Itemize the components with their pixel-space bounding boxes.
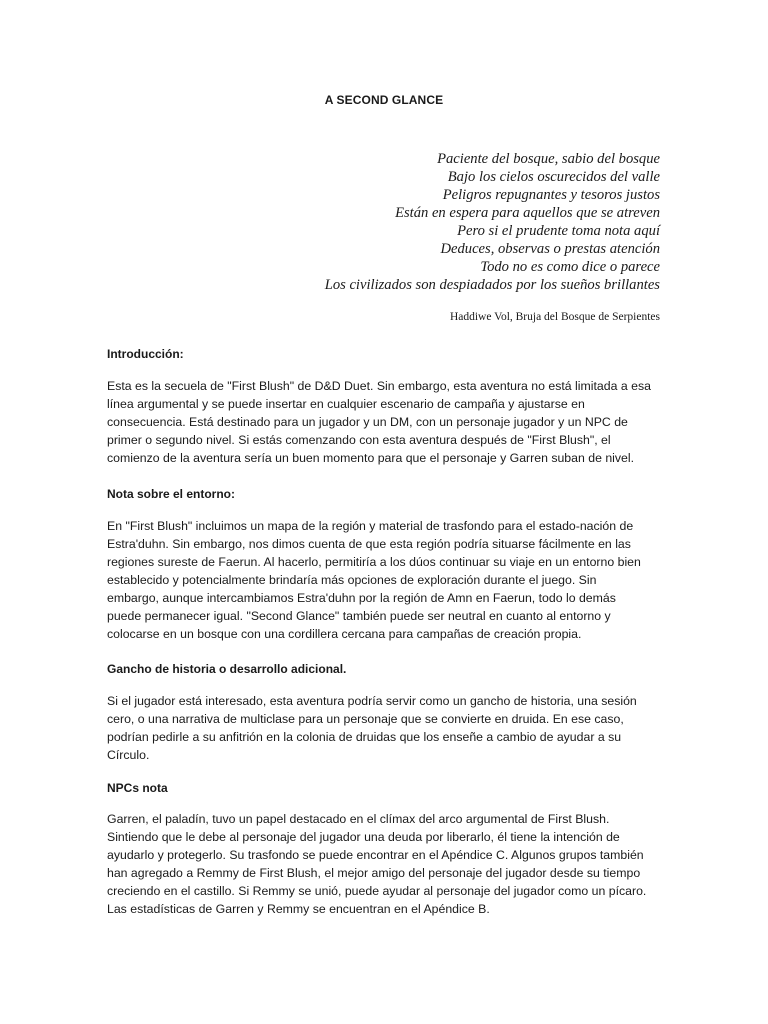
section-paragraph-gancho-historia [107, 692, 667, 764]
poem-attribution: Haddiwe Vol, Bruja del Bosque de Serpientes [449, 311, 660, 323]
section-paragraph-introduccion [107, 377, 667, 467]
poem-line: Los civilizados son despiadados por los sueños brillantes [324, 277, 660, 293]
section-heading-introduccion: Introducción: [107, 347, 184, 361]
poem-line: Bajo los cielos oscurecidos del valle [447, 169, 660, 185]
paragraph-line: podrían pedirle a su anfitrión en la colonia de druidas que los enseñe a cambio de ayudar a su [107, 730, 622, 744]
paragraph-line: comienzo de la aventura sería un buen momento para que el personaje y Garren suban de nivel. [107, 451, 635, 465]
paragraph-line: Estra'duhn. Sin embargo, nos dimos cuenta de que esta región podría situarse fácilmente en las [107, 537, 631, 551]
paragraph-line: colocarse en un bosque con una cordillera cercana para campañas de creación propia. [107, 627, 582, 641]
poem-line: Están en espera para aquellos que se atreven [395, 205, 660, 221]
paragraph-line: Círculo. [107, 748, 150, 762]
paragraph-line: línea argumental y se puede insertar en cualquier escenario de campaña y ajustarse en [107, 397, 585, 411]
section-heading-nota-entorno: Nota sobre el entorno: [107, 487, 236, 501]
paragraph-line: creciendo en el castillo. Si Remmy se unió, puede ayudar al personaje del jugador como un pícaro. [107, 884, 647, 898]
epigraph-poem [325, 150, 660, 294]
section-heading-npcs-nota: NPCs nota [107, 781, 168, 795]
paragraph-line: embargo, aunque intercambiamos Estra'duhn por la región de Amn en Faerun, todo lo demás [107, 591, 616, 605]
paragraph-line: primer o segundo nivel. Si estás comenzando con esta aventura después de "First Blush", el [107, 433, 611, 447]
paragraph-line: ayudarlo y protegerlo. Su trasfondo se puede encontrar en el Apéndice C. Algunos grupos también [107, 848, 644, 862]
paragraph-line: cero, o una narrativa de multiclase para un personaje que se convierte en druida. En ese caso, [107, 712, 624, 726]
paragraph-line: puede permanecer igual. "Second Glance" también puede ser neutral en cuanto al entorno y [107, 609, 611, 623]
poem-line: Paciente del bosque, sabio del bosque [437, 151, 660, 167]
section-paragraph-nota-entorno [107, 517, 667, 643]
poem-line: Peligros repugnantes y tesoros justos [442, 187, 660, 203]
paragraph-line: Las estadísticas de Garren y Remmy se encuentran en el Apéndice B. [107, 902, 490, 916]
paragraph-line: Si el jugador está interesado, esta aventura podría servir como un gancho de historia, una sesión [107, 694, 637, 708]
paragraph-line: establecido y potencialmente brindaría más opciones de exploración durante el juego. Sin [107, 573, 597, 587]
paragraph-line: consecuencia. Está destinado para un jugador y un DM, con un personaje jugador y un NPC de [107, 415, 628, 429]
document-title: A SECOND GLANCE [324, 93, 444, 107]
paragraph-line: Garren, el paladín, tuvo un papel destacado en el clímax del arco argumental de First Blush. [107, 812, 610, 826]
poem-line: Deduces, observas o prestas atención [440, 241, 660, 257]
paragraph-line: En "First Blush" incluimos un mapa de la región y material de trasfondo para el estado-nación de [107, 519, 634, 533]
section-heading-gancho-historia: Gancho de historia o desarrollo adicional. [107, 662, 347, 676]
paragraph-line: Esta es la secuela de "First Blush" de D&D Duet. Sin embargo, esta aventura no está limitada a esa [107, 379, 651, 393]
poem-line: Pero si el prudente toma nota aquí [457, 223, 660, 239]
poem-line: Todo no es como dice o parece [480, 259, 660, 275]
paragraph-line: han agregado a Remmy de First Blush, el mejor amigo del personaje del jugador desde su tiempo [107, 866, 641, 880]
paragraph-line: Sintiendo que le debe al personaje del jugador una deuda por liberarlo, él tiene la intención de [107, 830, 620, 844]
paragraph-line: regiones sureste de Faerun. Al hacerlo, permitiría a los dúos continuar su viaje en un entorno bien [107, 555, 641, 569]
section-paragraph-npcs-nota [107, 810, 667, 918]
